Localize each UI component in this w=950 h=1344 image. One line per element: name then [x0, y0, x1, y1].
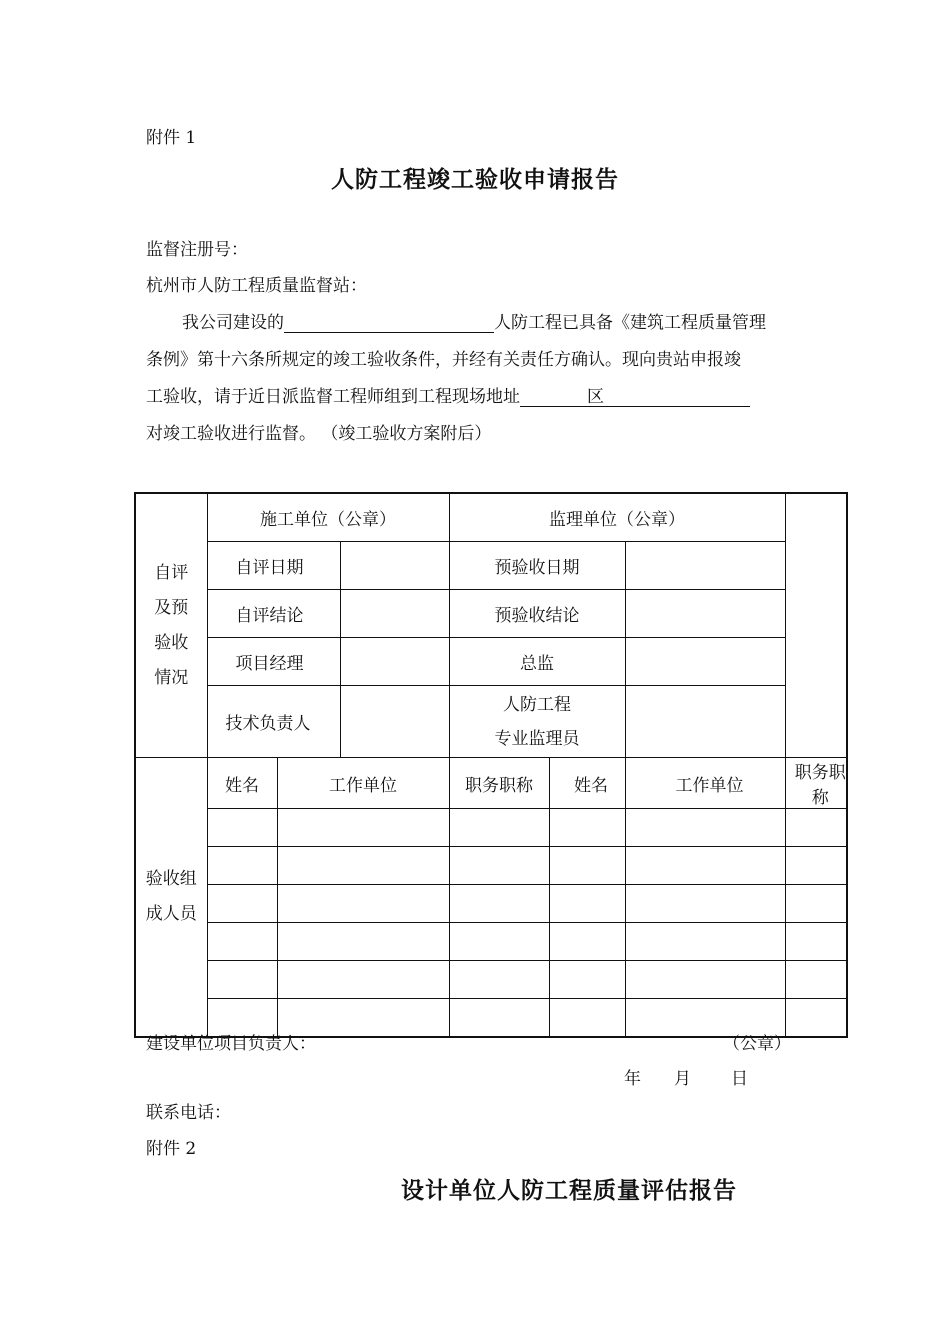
- table-cell[interactable]: [785, 885, 847, 923]
- table-cell[interactable]: [625, 847, 785, 885]
- section-acceptance-members: 验收组 成人员: [135, 758, 207, 1038]
- project-name-blank[interactable]: [284, 313, 494, 333]
- district-label: 区: [587, 387, 604, 407]
- month-label: 月: [674, 1069, 691, 1089]
- table-cell[interactable]: [625, 999, 785, 1038]
- self-eval-conclusion-cell[interactable]: [340, 590, 449, 638]
- technical-lead-cell[interactable]: [340, 686, 449, 758]
- project-manager-cell[interactable]: [340, 638, 449, 686]
- table-cell[interactable]: [625, 809, 785, 847]
- day-label: 日: [731, 1069, 748, 1089]
- civil-defense-supervisor-label: 人防工程 专业监理员: [449, 686, 625, 758]
- attachment-2-label: 附件 2: [146, 1139, 197, 1159]
- registration-number-label: 监督注册号：: [146, 240, 248, 260]
- member-unit-header: 工作单位: [625, 758, 785, 809]
- table-cell[interactable]: [277, 809, 449, 847]
- technical-lead-label: 技术负责人: [207, 686, 340, 758]
- table-cell[interactable]: [449, 923, 549, 961]
- table-cell[interactable]: [625, 961, 785, 999]
- year-label: 年: [624, 1069, 641, 1089]
- table-row: [135, 923, 847, 961]
- table-cell[interactable]: [449, 999, 549, 1038]
- table-cell[interactable]: [277, 961, 449, 999]
- second-title: 设计单位人防工程质量评估报告: [401, 1177, 737, 1204]
- table-cell[interactable]: [207, 999, 277, 1038]
- table-cell[interactable]: [549, 961, 625, 999]
- table-cell[interactable]: [449, 809, 549, 847]
- owner-project-lead-label: 建设单位项目负责人：: [146, 1034, 316, 1054]
- self-eval-conclusion-label: 自评结论: [207, 590, 340, 638]
- pre-accept-date-cell[interactable]: [625, 542, 785, 590]
- table-cell[interactable]: [207, 961, 277, 999]
- table-cell[interactable]: [549, 809, 625, 847]
- table-cell[interactable]: [207, 847, 277, 885]
- table-cell[interactable]: [625, 923, 785, 961]
- table-cell[interactable]: [549, 923, 625, 961]
- table-cell[interactable]: [277, 999, 449, 1038]
- pre-accept-date-label: 预验收日期: [449, 542, 625, 590]
- paragraph-line-2: 条例》第十六条所规定的竣工验收条件，并经有关责任方确认。现向贵站申报竣: [146, 350, 741, 370]
- phone-label: 联系电话：: [146, 1103, 231, 1123]
- chief-supervisor-cell[interactable]: [625, 638, 785, 686]
- table-cell[interactable]: [549, 999, 625, 1038]
- chief-supervisor-label: 总监: [449, 638, 625, 686]
- table-cell[interactable]: [785, 809, 847, 847]
- table-cell[interactable]: [785, 961, 847, 999]
- pre-accept-conclusion-cell[interactable]: [625, 590, 785, 638]
- table-cell[interactable]: [785, 999, 847, 1038]
- project-manager-label: 项目经理: [207, 638, 340, 686]
- construction-unit-header: 施工单位（公章）: [207, 493, 449, 542]
- table-cell[interactable]: [785, 847, 847, 885]
- section-self-evaluation: 自评 及预 验收 情况: [135, 493, 207, 758]
- site-address-blank[interactable]: [520, 387, 750, 407]
- para-text: 人防工程已具备《建筑工程质量管理: [494, 313, 766, 333]
- para-text: 工验收，请于近日派监督工程师组到工程现场地址: [146, 387, 520, 407]
- paragraph-line-1: [182, 313, 766, 333]
- civil-defense-supervisor-cell[interactable]: [625, 686, 785, 758]
- supervision-unit-header: 监理单位（公章）: [449, 493, 785, 542]
- table-cell[interactable]: [207, 885, 277, 923]
- attachment-1-label: 附件 1: [146, 128, 197, 148]
- table-cell[interactable]: [549, 847, 625, 885]
- member-title-header: 职务职称: [785, 758, 847, 809]
- para-text: 我公司建设的: [182, 313, 284, 333]
- table-cell[interactable]: [549, 885, 625, 923]
- table-cell[interactable]: [625, 885, 785, 923]
- table-cell[interactable]: [207, 923, 277, 961]
- seal-label: （公章）: [723, 1034, 791, 1054]
- table-row: [135, 961, 847, 999]
- table-cell[interactable]: [277, 923, 449, 961]
- paragraph-line-4: 对竣工验收进行监督。 （竣工验收方案附后）: [146, 424, 492, 444]
- table-row: [135, 885, 847, 923]
- page-title: 人防工程竣工验收申请报告: [331, 166, 619, 193]
- table-row: [135, 809, 847, 847]
- paragraph-line-3: [146, 387, 750, 407]
- table-cell[interactable]: [207, 809, 277, 847]
- member-name-header: 姓名: [207, 758, 277, 809]
- table-cell[interactable]: [277, 847, 449, 885]
- table-cell[interactable]: [277, 885, 449, 923]
- table-cell[interactable]: [449, 961, 549, 999]
- member-unit-header: 工作单位: [277, 758, 449, 809]
- addressee: 杭州市人防工程质量监督站：: [146, 276, 367, 296]
- table-cell[interactable]: [785, 923, 847, 961]
- table-row: [135, 847, 847, 885]
- member-title-header: 职务职称: [449, 758, 549, 809]
- self-eval-date-cell[interactable]: [340, 542, 449, 590]
- table-row: [135, 999, 847, 1038]
- pre-accept-conclusion-label: 预验收结论: [449, 590, 625, 638]
- table-cell[interactable]: [449, 847, 549, 885]
- member-name-header: 姓名: [549, 758, 625, 809]
- acceptance-form-table: [134, 492, 848, 1038]
- table-cell[interactable]: [449, 885, 549, 923]
- self-eval-date-label: 自评日期: [207, 542, 340, 590]
